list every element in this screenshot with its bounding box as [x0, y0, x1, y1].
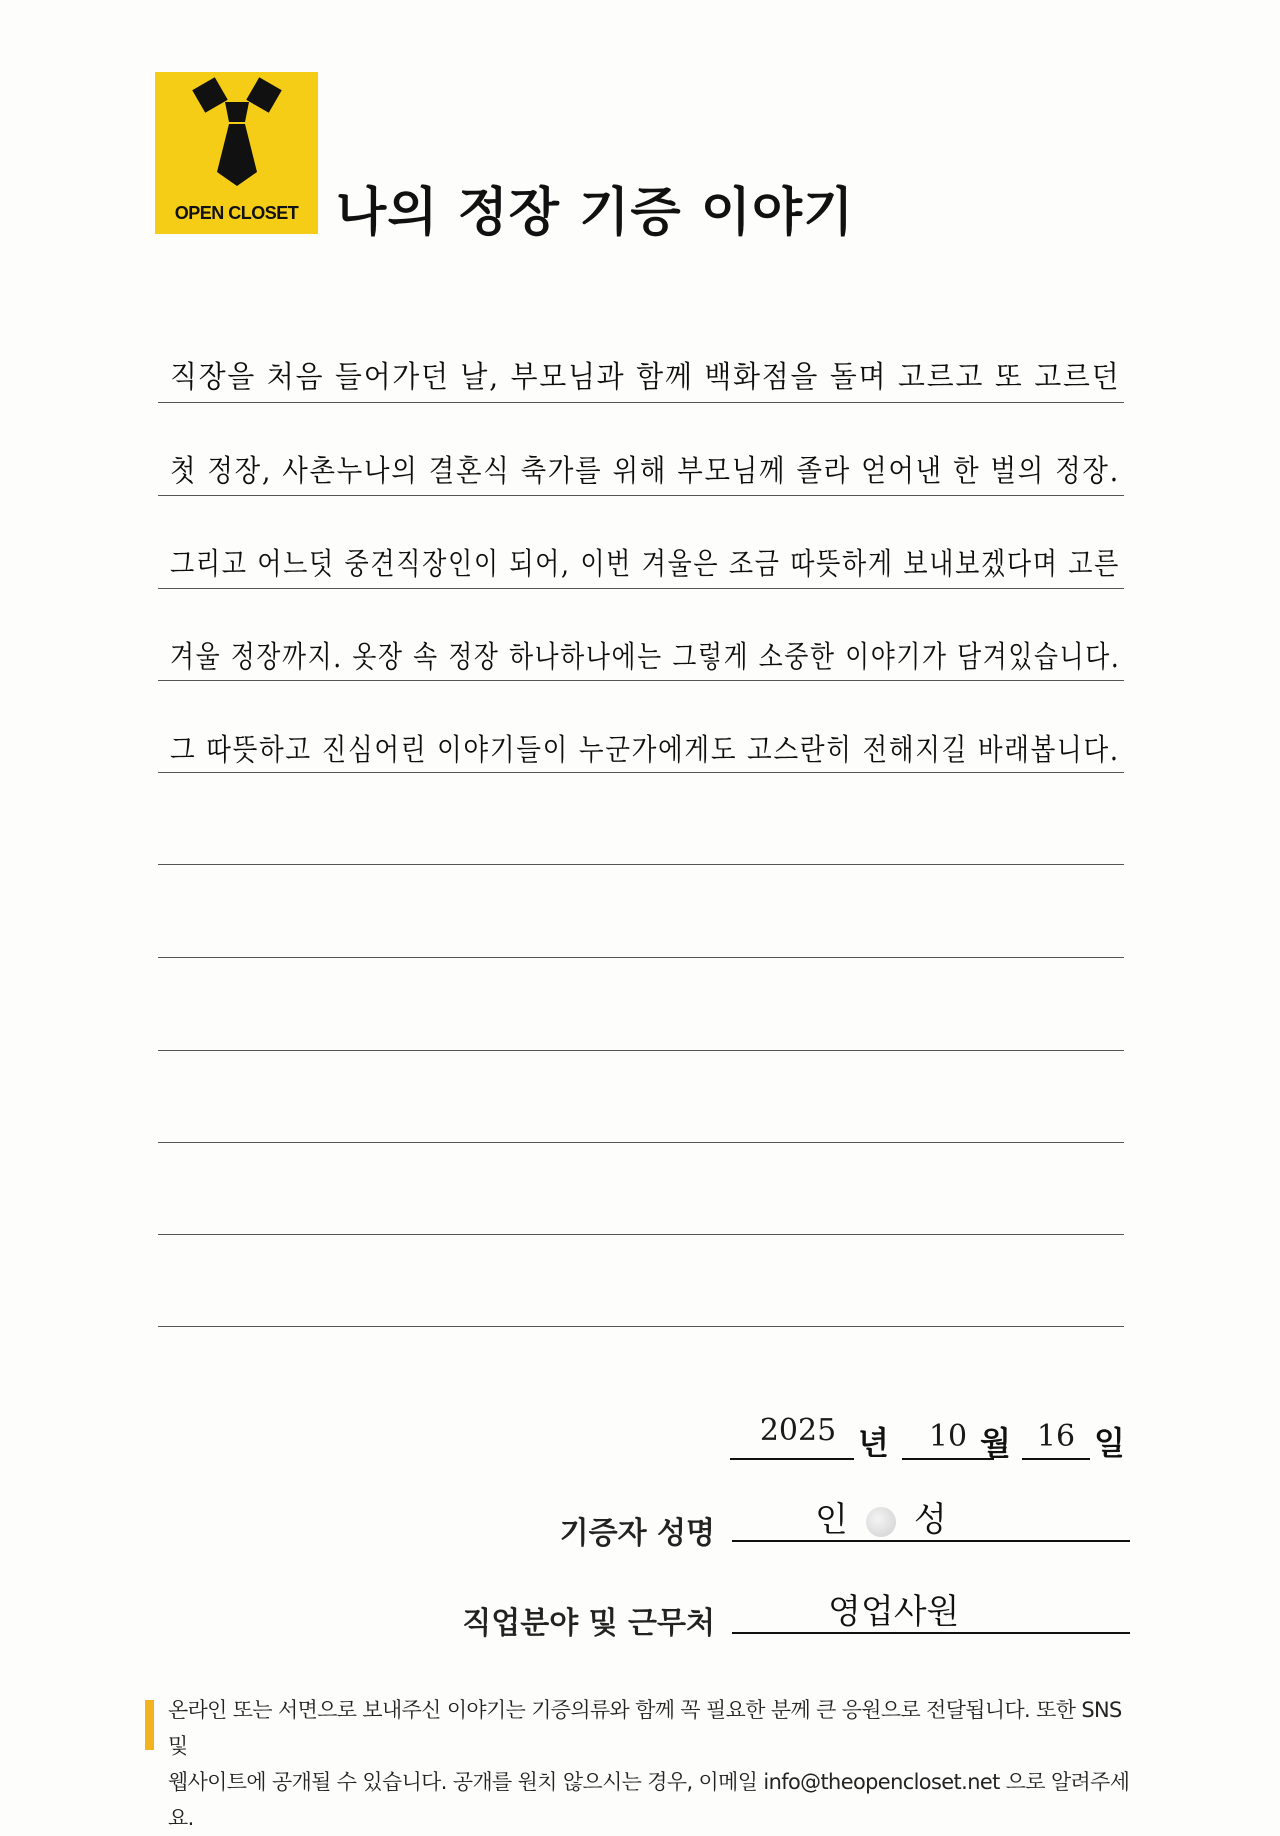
logo-text: OPEN CLOSET	[174, 203, 299, 223]
ruled-line	[158, 1326, 1124, 1327]
ruled-line	[158, 1142, 1124, 1143]
story-line-5: 그 따뜻하고 진심어린 이야기들이 누군가에게도 고스란히 전해지길 바래봅니다.	[170, 733, 1120, 768]
redacted-mark-icon	[866, 1507, 896, 1537]
notice-accent-bar	[145, 1700, 154, 1750]
ruled-line	[158, 957, 1124, 958]
story-line-1: 직장을 처음 들어가던 날, 부모님과 함께 백화점을 돌며 고르고 또 고르던	[170, 360, 1121, 395]
job-value: 영업사원	[828, 1592, 960, 1632]
story-line-2: 첫 정장, 사촌누나의 결혼식 축가를 위해 부모님께 졸라 얻어낸 한 벌의 정장.	[170, 454, 1120, 489]
donor-name-line	[732, 1540, 1130, 1542]
month-unit: 월	[980, 1424, 1011, 1462]
donor-name-value	[815, 1492, 947, 1541]
story-line-4: 겨울 정장까지. 옷장 속 정장 하나하나에는 그렇게 소중한 이야기가 담겨있습니다.	[170, 640, 1121, 675]
ruled-line	[158, 1050, 1124, 1051]
date-day: 16	[1036, 1419, 1076, 1454]
job-label: 직업분야 및 근무처	[462, 1606, 715, 1641]
story-line-3: 그리고 어느덧 중견직장인이 되어, 이번 겨울은 조금 따뜻하게 보내보겠다며 고른	[170, 547, 1120, 582]
ruled-line	[158, 495, 1124, 496]
day-unit: 일	[1094, 1424, 1125, 1462]
donor-name-last: 성	[913, 1500, 947, 1540]
job-line	[732, 1632, 1130, 1634]
ruled-line	[158, 680, 1124, 681]
date-year: 2025	[759, 1413, 837, 1448]
ruled-line	[158, 772, 1124, 773]
page-title: 나의 정장 기증 이야기	[336, 183, 855, 243]
ruled-line	[158, 864, 1124, 865]
donor-name-label: 기증자 성명	[559, 1516, 715, 1551]
year-unit: 년	[858, 1424, 889, 1462]
notice-line-1: 온라인 또는 서면으로 보내주신 이야기는 기증의류와 함께 꼭 필요한 분께 큰 응원으로 전달됩니다. 또한 SNS 및	[168, 1698, 1122, 1758]
date-month: 10	[928, 1419, 968, 1454]
notice-line-2: 웹사이트에 공개될 수 있습니다. 공개를 원치 않으시는 경우, 이메일 info@theopencloset.net 으로 알려주세요.	[168, 1770, 1130, 1830]
date-row	[730, 1400, 1130, 1460]
ruled-line	[158, 1234, 1124, 1235]
ruled-line	[158, 588, 1124, 589]
day-line	[1022, 1458, 1090, 1460]
ruled-line	[158, 402, 1124, 403]
year-line	[730, 1458, 854, 1460]
open-closet-logo	[155, 72, 318, 234]
notice-text	[168, 1692, 1148, 1836]
donor-name-first: 인	[815, 1500, 848, 1540]
